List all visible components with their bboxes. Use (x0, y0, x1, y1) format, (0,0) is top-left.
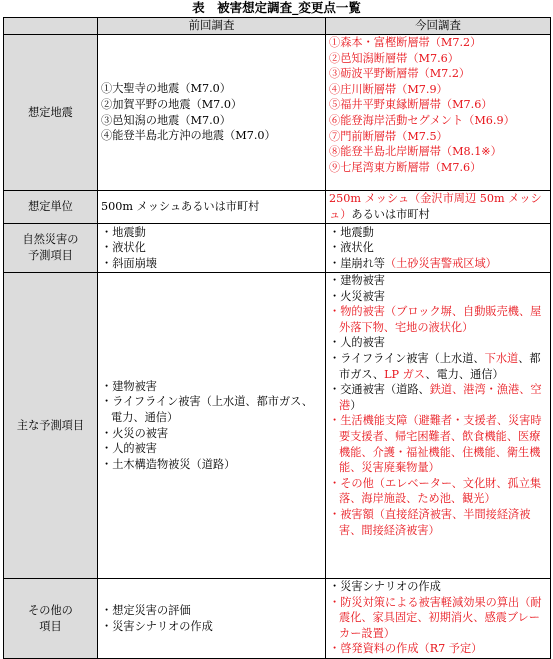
prev-earthquake (98, 35, 326, 191)
curr-natural (326, 224, 551, 273)
curr-main-1: ・建物被害 (329, 274, 385, 287)
curr-natural-1: ・地震動 (329, 225, 374, 239)
row-natural (4, 224, 551, 273)
prev-other-2: ・災害シナリオの作成 (101, 619, 213, 633)
curr-natural-3-black: ・崖崩れ等 (329, 256, 385, 270)
curr-quake-1: ①森本・富樫断層帯（M7.2） (329, 36, 482, 49)
curr-main-6a: ・交通被害（道路、 (329, 383, 430, 397)
label-other-1: その他の (28, 603, 73, 617)
header-curr: 今回調査 (326, 18, 551, 35)
document-title: 表 被害想定調査_変更点一覧 (192, 0, 361, 15)
curr-main-9: ・被害額（直接経済被害、半間接経済被害、間接経済被害） (329, 507, 531, 537)
prev-quake-3: ③邑知潟の地震（M7.0） (101, 113, 231, 127)
curr-quake-4: ④庄川断層帯（M7.9） (329, 82, 448, 96)
row-main (4, 273, 551, 579)
label-unit: 想定単位 (4, 191, 98, 224)
curr-main-5c: 、都市ガス、 (339, 351, 541, 381)
curr-other-3: ・啓発資料の作成（R7 予定） (329, 642, 483, 656)
prev-other-1: ・想定災害の評価 (101, 603, 191, 617)
header-row (4, 18, 551, 35)
header-empty (4, 18, 98, 35)
curr-other-2: ・防災対策による被害軽減効果の算出（耐震化、家具固定、初期消火、感震ブレーカー設置） (329, 595, 542, 640)
label-natural-1: 自然災害の (22, 233, 79, 247)
curr-main-6 (329, 382, 547, 413)
prev-unit: 500m メッシュあるいは市町村 (98, 191, 326, 224)
curr-quake-5: ⑤福井平野東縁断層帯（M7.6） (329, 98, 493, 112)
label-other-2: 項目 (39, 619, 62, 633)
header-prev: 前回調査 (98, 18, 326, 35)
prev-quake-1: ①大聖寺の地震（M7.0） (101, 82, 231, 96)
curr-main-4: ・人的被害 (329, 336, 385, 350)
label-natural-2: 予測項目 (28, 249, 73, 262)
curr-quake-8: ⑧能登半島北岸断層帯（M8.1※） (329, 145, 502, 159)
row-unit (4, 191, 551, 224)
curr-main-2: ・火災被害 (329, 289, 385, 303)
curr-quake-7: ⑦門前断層帯（M7.5） (329, 129, 448, 143)
prev-other (98, 579, 326, 659)
curr-main (326, 273, 551, 579)
curr-main-8: ・その他（エレベーター、文化財、孤立集落、海岸施設、ため池、観光） (329, 476, 542, 506)
prev-main-2: ・ライフライン被害（上水道、都市ガス、電力、通信） (101, 395, 313, 424)
prev-main-5: ・土木構造物被災（道路） (101, 457, 236, 471)
curr-main-5e: 、電力、通信） (425, 367, 504, 381)
curr-main-5a: ・ライフライン被害（上水道、 (329, 351, 485, 365)
label-main: 主な予測項目 (4, 273, 98, 579)
prev-main-1: ・建物被害 (101, 379, 157, 393)
curr-main-6b: 鉄道、港湾・漁港、空港 (339, 383, 542, 412)
prev-natural-2: ・液状化 (101, 241, 146, 255)
curr-unit-red: 250m メッシュ（金沢市周辺 50m メッシュ） (329, 192, 542, 221)
curr-quake-2: ②邑知潟断層帯（M7.6） (329, 51, 459, 65)
curr-natural-3 (329, 256, 547, 272)
prev-quake-2: ②加賀平野の地震（M7.0） (101, 97, 243, 111)
curr-natural-2: ・液状化 (329, 241, 374, 255)
curr-unit-black: あるいは市町村 (351, 208, 430, 221)
prev-main-4: ・人的被害 (101, 442, 157, 456)
curr-main-5d: LP ガス (384, 367, 426, 381)
comparison-table (3, 17, 551, 659)
curr-quake-6: ⑥能登海岸活動セグメント（M6.9） (329, 113, 515, 127)
curr-main-3: ・物的被害（ブロック塀、自動販売機、屋外落下物、宅地の液状化） (329, 305, 542, 334)
curr-earthquake (326, 35, 551, 191)
curr-main-7: ・生活機能支障（避難者・支援者、災害時要支援者、帰宅困難者、飲食機能、医療機能、介護・福祉機能、住機能、衛生機能、災害廃棄物量） (329, 414, 542, 475)
label-earthquake: 想定地震 (4, 35, 98, 191)
prev-natural-3: ・斜面崩壊 (101, 256, 157, 270)
curr-main-6c: ） (350, 398, 362, 412)
prev-main (98, 273, 326, 579)
curr-main-5 (329, 351, 547, 382)
label-natural (4, 224, 98, 273)
curr-quake-3: ③砺波平野断層帯（M7.2） (329, 67, 471, 81)
prev-natural-1: ・地震動 (101, 225, 146, 239)
row-other (4, 579, 551, 659)
prev-natural (98, 224, 326, 273)
curr-quake-9: ⑨七尾湾東方断層帯（M7.6） (329, 160, 482, 174)
prev-quake-4: ④能登半島北方沖の地震（M7.0） (101, 129, 276, 143)
curr-main-5b: 下水道 (484, 351, 519, 365)
curr-unit (326, 191, 551, 224)
curr-natural-3-red: （土砂災害警戒区域） (384, 256, 497, 270)
label-other (4, 579, 98, 659)
prev-main-3: ・火災の被害 (101, 426, 169, 440)
curr-other (326, 579, 551, 659)
curr-other-1: ・災害シナリオの作成 (329, 580, 441, 593)
row-earthquake (4, 35, 551, 191)
